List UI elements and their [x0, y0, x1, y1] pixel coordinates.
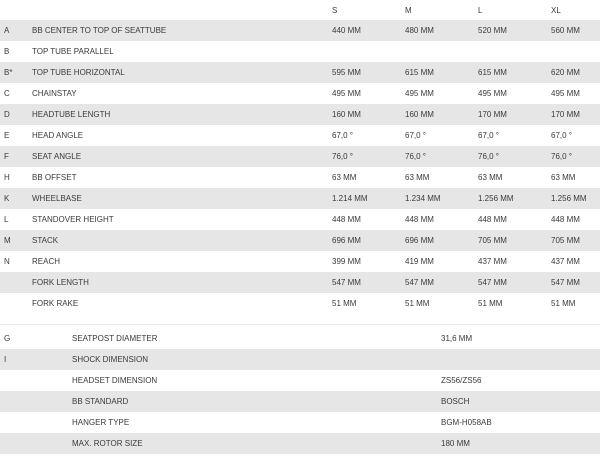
geometry-row — [0, 272, 600, 293]
value-l: 437 MM — [478, 257, 507, 266]
value-l: 615 MM — [478, 68, 507, 77]
row-key: C — [4, 89, 10, 98]
value-s: 76,0 ° — [332, 152, 353, 161]
size-l-header: L — [478, 5, 483, 15]
value-xl: 67,0 ° — [551, 131, 572, 140]
value-s: 1.214 MM — [332, 194, 368, 203]
value-m: 51 MM — [405, 299, 430, 308]
value-m: 67,0 ° — [405, 131, 426, 140]
row-key: N — [4, 257, 10, 266]
row-key: A — [4, 26, 10, 35]
value-m: 63 MM — [405, 173, 430, 182]
spec-row — [0, 328, 600, 349]
geometry-row — [0, 293, 600, 314]
value-m: 480 MM — [405, 26, 434, 35]
value-xl: 63 MM — [551, 173, 576, 182]
value-m: 696 MM — [405, 236, 434, 245]
row-value: BOSCH — [441, 397, 470, 406]
row-label: SEATPOST DIAMETER — [72, 334, 158, 343]
value-m: 547 MM — [405, 278, 434, 287]
row-label: STACK — [32, 236, 59, 245]
value-xl: 448 MM — [551, 215, 580, 224]
geometry-row — [0, 125, 600, 146]
value-xl: 547 MM — [551, 278, 580, 287]
spec-row — [0, 391, 600, 412]
value-s: 595 MM — [332, 68, 361, 77]
value-s: 495 MM — [332, 89, 361, 98]
row-label: HEADTUBE LENGTH — [32, 110, 111, 119]
value-m: 495 MM — [405, 89, 434, 98]
geometry-row — [0, 230, 600, 251]
spec-row — [0, 412, 600, 433]
value-l: 51 MM — [478, 299, 503, 308]
value-xl: 170 MM — [551, 110, 580, 119]
row-label: REACH — [32, 257, 61, 266]
row-label: WHEELBASE — [32, 194, 82, 203]
value-l: 170 MM — [478, 110, 507, 119]
value-s: 51 MM — [332, 299, 357, 308]
value-xl: 620 MM — [551, 68, 580, 77]
geometry-row — [0, 188, 600, 209]
row-key: F — [4, 152, 9, 161]
row-key: B — [4, 47, 10, 56]
row-label: MAX. ROTOR SIZE — [72, 439, 143, 448]
value-s: 547 MM — [332, 278, 361, 287]
value-s: 440 MM — [332, 26, 361, 35]
spec-row — [0, 433, 600, 454]
geometry-row — [0, 20, 600, 41]
row-value: BGM-H058AB — [441, 418, 492, 427]
row-label: SHOCK DIMENSION — [72, 355, 149, 364]
value-xl: 76,0 ° — [551, 152, 572, 161]
row-label: TOP TUBE PARALLEL — [32, 47, 114, 56]
value-l: 495 MM — [478, 89, 507, 98]
value-s: 67,0 ° — [332, 131, 353, 140]
geometry-row — [0, 104, 600, 125]
row-label: CHAINSTAY — [32, 89, 77, 98]
value-m: 1.234 MM — [405, 194, 441, 203]
value-s: 448 MM — [332, 215, 361, 224]
geometry-row — [0, 83, 600, 104]
size-s-header: S — [332, 5, 338, 15]
value-m: 448 MM — [405, 215, 434, 224]
size-xl-header: XL — [551, 5, 561, 15]
geometry-row — [0, 251, 600, 272]
value-s: 63 MM — [332, 173, 357, 182]
value-l: 520 MM — [478, 26, 507, 35]
row-label: BB STANDARD — [72, 397, 129, 406]
size-header-row — [0, 0, 600, 20]
value-s: 160 MM — [332, 110, 361, 119]
geometry-row — [0, 41, 600, 62]
value-l: 1.256 MM — [478, 194, 514, 203]
row-key: D — [4, 110, 10, 119]
row-key: H — [4, 173, 10, 182]
row-key: G — [4, 334, 11, 343]
value-m: 615 MM — [405, 68, 434, 77]
row-label: SEAT ANGLE — [32, 152, 82, 161]
value-xl: 51 MM — [551, 299, 576, 308]
row-label: FORK RAKE — [32, 299, 79, 308]
row-key: K — [4, 194, 10, 203]
row-label: HEADSET DIMENSION — [72, 376, 158, 385]
value-l: 76,0 ° — [478, 152, 499, 161]
geometry-row — [0, 209, 600, 230]
row-label: TOP TUBE HORIZONTAL — [32, 68, 125, 77]
value-s: 696 MM — [332, 236, 361, 245]
row-label: HANGER TYPE — [72, 418, 130, 427]
geometry-row — [0, 167, 600, 188]
value-m: 76,0 ° — [405, 152, 426, 161]
value-s: 399 MM — [332, 257, 361, 266]
row-value: 180 MM — [441, 439, 470, 448]
row-label: STANDOVER HEIGHT — [32, 215, 114, 224]
row-key: E — [4, 131, 10, 140]
row-value: ZS56/ZS56 — [441, 376, 482, 385]
geometry-row — [0, 146, 600, 167]
row-key: I — [4, 355, 7, 364]
value-xl: 495 MM — [551, 89, 580, 98]
value-l: 547 MM — [478, 278, 507, 287]
value-m: 160 MM — [405, 110, 434, 119]
row-label: FORK LENGTH — [32, 278, 89, 287]
row-key: L — [4, 215, 9, 224]
value-xl: 437 MM — [551, 257, 580, 266]
value-l: 63 MM — [478, 173, 503, 182]
section-divider — [0, 324, 600, 325]
value-l: 705 MM — [478, 236, 507, 245]
value-xl: 705 MM — [551, 236, 580, 245]
value-l: 67,0 ° — [478, 131, 499, 140]
row-label: BB OFFSET — [32, 173, 77, 182]
value-xl: 1.256 MM — [551, 194, 587, 203]
size-m-header: M — [405, 5, 412, 15]
value-xl: 560 MM — [551, 26, 580, 35]
spec-row — [0, 370, 600, 391]
row-value: 31,6 MM — [441, 334, 473, 343]
spec-row — [0, 349, 600, 370]
row-label: BB CENTER TO TOP OF SEATTUBE — [32, 26, 167, 35]
row-key: M — [4, 236, 11, 245]
geometry-row — [0, 62, 600, 83]
row-label: HEAD ANGLE — [32, 131, 84, 140]
value-l: 448 MM — [478, 215, 507, 224]
value-m: 419 MM — [405, 257, 434, 266]
row-key: B* — [4, 68, 13, 77]
